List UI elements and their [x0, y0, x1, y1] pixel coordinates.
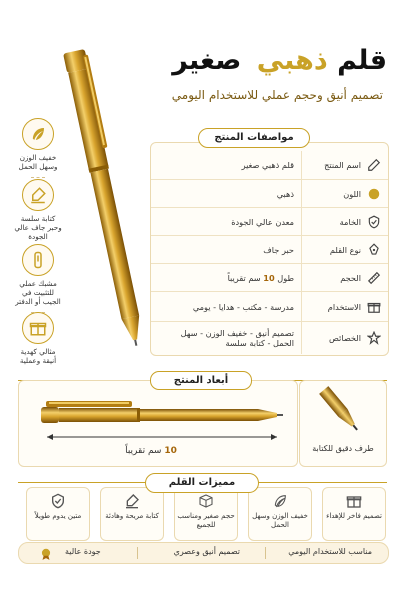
shield-check-icon [366, 214, 382, 230]
spec-value: مدرسة - مكتب - هدايا - يومي [192, 302, 294, 312]
specs-table [150, 142, 389, 356]
left-feature-2 [14, 179, 62, 248]
spec-label: الاستخدام [327, 302, 361, 312]
pen-vertical-image [45, 38, 165, 358]
spec-value-number: 10 [263, 273, 275, 283]
spec-value: معدن عالي الجودة [231, 217, 294, 227]
shield-check-icon [27, 490, 89, 512]
feature-card [248, 487, 312, 541]
spec-divider [301, 292, 302, 322]
page-title [87, 44, 387, 78]
gift-icon [323, 490, 385, 512]
badge-icon [39, 546, 53, 565]
spec-row [151, 179, 388, 208]
divider [137, 547, 138, 559]
bottom-bar-item: تصميم أنيق وعصري [173, 547, 240, 556]
spec-row [151, 235, 388, 264]
gift-icon [22, 312, 54, 344]
bottom-bar [18, 542, 389, 564]
feature-text: تصميم فاخر للإهداء [326, 512, 382, 520]
title-rest: صغير [172, 45, 242, 76]
pen-horizontal-image [19, 387, 297, 447]
pen-writing-icon [22, 179, 54, 211]
left-feature-3 [14, 244, 62, 313]
spec-value: حبر جاف [263, 245, 294, 255]
feature-card [26, 487, 90, 541]
left-feature-1 [14, 118, 62, 178]
feather-icon [249, 490, 311, 512]
spec-divider [301, 236, 302, 264]
page-subtitle: تصميم أنيق وحجم عملي للاستخدام اليومي [171, 88, 383, 102]
dimensions-heading: أبعاد المنتج [150, 371, 252, 390]
divider [31, 177, 45, 178]
clip-icon [22, 244, 54, 276]
spec-divider [301, 322, 302, 354]
spec-label: اسم المنتج [324, 160, 361, 170]
pen-nib-icon [366, 242, 382, 258]
title-main: قلم [337, 45, 387, 76]
spec-value: قلم ذهبي صغير [241, 160, 294, 170]
spec-label: الخصائص [329, 333, 361, 343]
spec-row [151, 291, 388, 322]
feature-text: حجم صغير ومناسب للجميع [177, 512, 235, 529]
left-feature-text: مشبك عملي للتثبيت في الجيب أو الدفتر [15, 279, 61, 306]
left-feature-text: مثالي كهدية أنيقة وعملية [19, 347, 57, 365]
spec-row [151, 151, 388, 179]
feature-text: كتابة مريحة وهادئة [105, 512, 159, 520]
dimension-label [106, 446, 196, 456]
spec-divider [301, 151, 302, 179]
pen-tip-box [299, 380, 387, 467]
box-icon [175, 490, 237, 512]
feather-icon [22, 118, 54, 150]
specs-heading: مواصفات المنتج [198, 128, 310, 148]
feature-card [100, 487, 164, 541]
spec-divider [301, 180, 302, 208]
spec-label: نوع القلم [329, 245, 361, 255]
feature-card [322, 487, 386, 541]
title-accent: ذهبي [256, 45, 328, 76]
ruler-icon [366, 270, 382, 286]
features-heading: مميزات القلم [145, 473, 259, 493]
feature-text: متين يدوم طويلاً [34, 512, 82, 520]
pen-icon [366, 157, 382, 173]
left-feature-4 [14, 312, 62, 365]
spec-row [151, 263, 388, 292]
feature-text: خفيف الوزن وسهل الحمل [252, 512, 308, 529]
pen-writing-icon [101, 490, 163, 512]
dimension-number: 10 [164, 446, 177, 456]
left-feature-text: كتابة سلسة وحبر جاف عالي الجودة [14, 214, 62, 241]
spec-value-prefix: طول [277, 273, 294, 283]
bottom-bar-item: مناسب للاستخدام اليومي [288, 547, 372, 556]
left-feature-text: خفيف الوزن وسهل الحمل [18, 153, 58, 171]
dimension-unit: سم تقريباً [125, 446, 162, 456]
pen-tip-image [300, 383, 386, 443]
bottom-bar-item: جودة عالية [65, 547, 101, 556]
spec-value: تصميم أنيق - خفيف الوزن - سهل الحمل - كتابة سلسة [180, 328, 294, 348]
spec-divider [301, 264, 302, 292]
divider [265, 547, 266, 559]
star-icon [366, 330, 382, 346]
spec-label: الحجم [340, 273, 361, 283]
gift-icon [366, 299, 382, 315]
spec-divider [301, 208, 302, 236]
spec-row [151, 207, 388, 236]
spec-label: اللون [343, 189, 361, 199]
spec-value [159, 273, 294, 283]
feature-card [174, 487, 238, 541]
pen-tip-label: طرف دقيق للكتابة [312, 444, 374, 453]
color-dot-icon [366, 186, 382, 202]
spec-value-suffix: سم تقريباً [227, 273, 261, 283]
spec-value: ذهبي [276, 189, 294, 199]
spec-row [151, 321, 388, 354]
spec-label: الخامة [339, 217, 361, 227]
